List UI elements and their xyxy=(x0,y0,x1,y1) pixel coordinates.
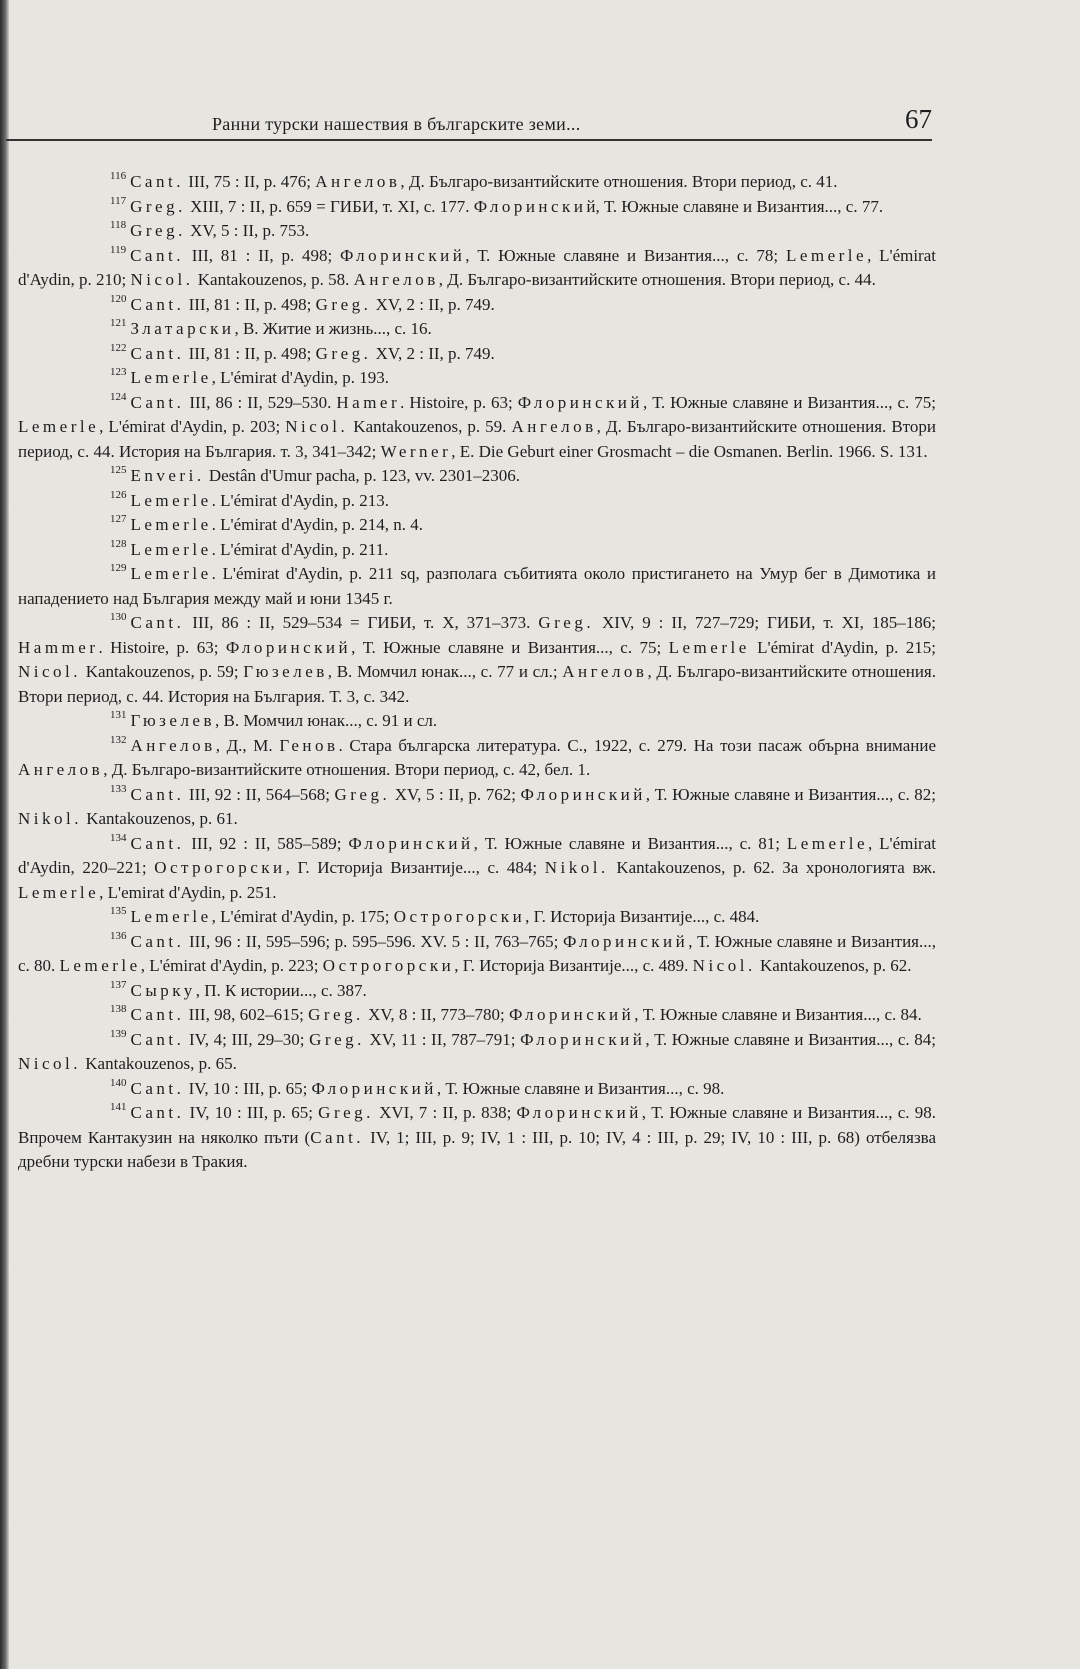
author-name: Флоринский xyxy=(562,931,689,951)
author-name: Златарски xyxy=(130,319,235,338)
footnote-text: Kantakouzenos, p. 65. xyxy=(81,1054,237,1073)
footnote-number: 137 xyxy=(110,978,127,991)
footnote-text: , Т. Южные славяне и Византия..., с. 78; xyxy=(465,245,786,265)
author-name: Cant. xyxy=(130,1078,185,1098)
footnote-number: 126 xyxy=(110,488,127,501)
author-name: Werner xyxy=(380,441,452,461)
author-name: Nikol. xyxy=(18,809,82,828)
footnote-text: . L'émirat d'Aydin, p. 211. xyxy=(211,539,389,559)
footnote-136 xyxy=(18,930,936,979)
footnote-text: , L'émirat d'Aydin, p. 193. xyxy=(211,368,390,387)
author-name: Nicol. xyxy=(285,417,349,436)
page-number: 67 xyxy=(905,104,932,134)
author-name: Cant. xyxy=(130,1005,185,1024)
footnote-text: III, 92 : II, 585–589; xyxy=(184,833,349,853)
footnote-text: XV, 5 : II, p. 762; xyxy=(390,784,521,804)
page-header xyxy=(212,104,932,144)
footnote-text: , Т. Южные славяне и Византия..., с. 80. xyxy=(18,931,936,975)
footnote-127 xyxy=(18,513,936,538)
footnote-text: , E. Die Geburt einer Grosmacht – die Osmanen. Berlin. 1966. S. 131. xyxy=(451,441,928,461)
footnote-text: , L'émirat d'Aydin, p. 175; xyxy=(211,907,394,926)
footnote-text: III, 98, 602–615; xyxy=(184,1005,309,1024)
footnote-128 xyxy=(18,538,936,563)
footnote-text: III, 86 : II, 529–534 = ГИБИ, т. X, 371–373. xyxy=(184,613,539,632)
footnote-text: IV, 10 : III, p. 65; xyxy=(184,1103,319,1122)
author-name: Lemerle xyxy=(18,417,100,436)
author-name: Lemerle xyxy=(668,637,750,657)
author-name: Lemerle xyxy=(130,539,212,559)
author-name: Флоринский xyxy=(340,245,466,265)
author-name: Флоринский xyxy=(508,1005,635,1024)
footnote-text: , L'émirat d'Aydin, p. 223; xyxy=(140,956,323,975)
author-name: Гюзелев xyxy=(243,662,328,681)
author-name: Флоринский xyxy=(520,1029,646,1049)
author-name: Cant. xyxy=(130,613,185,632)
footnote-text: , L'émirat d'Aydin, p. 210; xyxy=(18,245,936,289)
footnote-number: 140 xyxy=(110,1076,127,1089)
footnote-text: III, 75 : II, p. 476; xyxy=(183,172,316,191)
author-name: Cant. xyxy=(130,245,184,265)
footnote-text: . Histoire, p. 63; xyxy=(400,392,518,412)
footnote-number: 124 xyxy=(110,390,127,403)
footnote-126 xyxy=(18,489,936,514)
author-name: Greg. xyxy=(130,196,186,216)
author-name: Greg. xyxy=(308,1005,364,1024)
footnote-text: III, 96 : II, 595–596; p. 595–596. XV. 5 : II, 763–765; xyxy=(184,931,563,951)
footnote-text: IV, 1; III, p. 9; IV, 1 : III, p. 10; IV, 4 : III, p. 29; IV, 10 : III, p. 68) отбелязва дребни турски набези в Тракия. xyxy=(18,1127,937,1171)
author-name: Острогорски xyxy=(393,907,526,926)
author-name: Сырку xyxy=(130,980,196,1000)
author-name: Cant. xyxy=(310,1127,365,1147)
author-name: Lemerle xyxy=(130,564,212,583)
author-name: Ангелов xyxy=(353,270,439,289)
author-name: Флорински xyxy=(473,196,587,216)
footnote-text: , В. Момчил юнак..., с. 77 и сл.; xyxy=(327,662,563,681)
author-name: Nicol. xyxy=(130,270,194,289)
footnote-text: Destân d'Umur pacha, p. 123, vv. 2301–2306. xyxy=(204,466,521,485)
author-name: Острогорски xyxy=(322,956,455,975)
footnote-124 xyxy=(18,391,936,465)
footnote-number: 138 xyxy=(110,1003,127,1015)
footnote-text: Kantakouzenos, p. 59. xyxy=(348,417,512,436)
footnote-number: 125 xyxy=(110,464,127,476)
author-name: Cant. xyxy=(130,784,185,804)
footnote-text: , Д., М. xyxy=(215,735,280,755)
author-name: Greg. xyxy=(315,343,372,363)
footnote-text: , Т. Южные славяне и Византия..., с. 75; xyxy=(643,392,936,412)
footnote-138 xyxy=(18,1003,936,1028)
author-name: Флоринский xyxy=(225,637,352,657)
footnote-text: , Т. Южные славяне и Византия..., с. 84. xyxy=(634,1005,922,1024)
footnote-text: , Т. Южные славяне и Византия..., с. 75; xyxy=(351,637,669,657)
footnote-132 xyxy=(18,734,936,783)
footnote-text: , Г. Историја Византије..., с. 484. xyxy=(525,907,760,926)
footnote-text: XV, 11 : II, 787–791; xyxy=(364,1029,521,1049)
footnote-number: 119 xyxy=(110,243,127,256)
footnote-text: , Т. Южные славяне и Византия..., с. 98. xyxy=(436,1078,725,1098)
footnote-text: XV, 2 : II, p. 749. xyxy=(371,343,495,363)
footnote-text: . L'émirat d'Aydin, p. 213. xyxy=(211,490,390,510)
author-name: Ангелов xyxy=(511,417,597,436)
footnote-text: , L'émirat d'Aydin, 220–221; xyxy=(18,833,936,877)
footnote-130 xyxy=(18,611,936,709)
author-name: Nicol. xyxy=(18,1054,82,1073)
footnote-text: IV, 4; III, 29–30; xyxy=(184,1029,310,1049)
footnote-text: III, 92 : II, 564–568; xyxy=(184,784,335,804)
footnote-text: XIII, 7 : II, p. 659 = ГИБИ, т. XI, с. 177. xyxy=(185,196,474,216)
footnote-140 xyxy=(18,1077,936,1102)
author-name: Ангелов xyxy=(130,735,216,755)
author-name: Флоринский xyxy=(517,392,643,412)
footnote-number: 121 xyxy=(110,317,127,329)
footnote-120 xyxy=(18,293,936,318)
author-name: Nicol. xyxy=(18,662,82,681)
footnote-125 xyxy=(18,464,936,489)
footnote-text: L'émirat d'Aydin, p. 215; xyxy=(749,637,936,657)
author-name: Greg. xyxy=(130,221,186,240)
footnote-text: , L'émirat d'Aydin, p. 203; xyxy=(99,417,286,436)
footnote-number: 118 xyxy=(110,219,127,231)
footnote-text: , L'emirat d'Aydin, p. 251. xyxy=(99,882,277,902)
footnote-116 xyxy=(18,170,936,195)
footnote-text: , Д. Българо-византийските отношения. Втори период, с. 42, бел. 1. xyxy=(103,760,591,779)
footnote-text: , Д. Българо-византийските отношения. Втори период, с. 44. История на България. Т. 3, с. 342. xyxy=(18,662,936,706)
author-name: Cant. xyxy=(130,1029,185,1049)
footnote-text: . L'émirat d'Aydin, p. 214, n. 4. xyxy=(211,515,424,534)
author-name: Lemerle xyxy=(130,368,212,387)
author-name: Cant. xyxy=(130,833,185,853)
footnote-text: Kantakouzenos, p. 62. xyxy=(755,956,912,975)
author-name: Greg. xyxy=(334,784,391,804)
footnote-text: , Г. Историја Византије..., с. 484; xyxy=(285,858,545,877)
footnote-text: XV, 2 : II, p. 749. xyxy=(371,294,495,314)
footnote-129 xyxy=(18,562,936,611)
author-name: Гюзелев xyxy=(130,711,215,730)
footnote-text: Kantakouzenos, p. 59; xyxy=(81,662,244,681)
footnote-text: , Т. Южные славяне и Византия..., с. 81; xyxy=(473,833,787,853)
footnote-text: , П. К истории..., с. 387. xyxy=(195,980,367,1000)
author-name: Greg. xyxy=(315,294,372,314)
footnote-text: Kantakouzenos, p. 58. xyxy=(193,270,354,289)
footnote-text: . Histoire, p. 63; xyxy=(98,637,226,657)
footnote-number: 120 xyxy=(110,292,127,305)
author-name: Cant. xyxy=(130,931,185,951)
author-name: Флоринский xyxy=(348,833,474,853)
author-name: Ангелов xyxy=(18,760,104,779)
footnote-text: XIV, 9 : II, 727–729; ГИБИ, т. XI, 185–186; xyxy=(594,613,936,632)
author-name: Lemerle xyxy=(785,245,868,265)
footnote-137 xyxy=(18,979,936,1004)
footnote-text: XV, 8 : II, 773–780; xyxy=(363,1005,509,1024)
footnote-number: 139 xyxy=(110,1027,127,1040)
author-name: Флоринский xyxy=(311,1078,437,1098)
footnote-text: й, Т. Южные славяне и Византия..., с. 77. xyxy=(586,196,884,216)
footnote-number: 131 xyxy=(110,709,127,721)
footnote-number: 117 xyxy=(110,194,127,207)
footnote-139 xyxy=(18,1028,936,1077)
author-name: Lemerle xyxy=(59,956,141,975)
footnote-text: III, 86 : II, 529–530. xyxy=(184,392,337,412)
footnote-117 xyxy=(18,195,936,220)
author-name: Greg. xyxy=(318,1103,374,1122)
running-title: Ранни турски нашествия в българските земи... xyxy=(212,114,581,134)
author-name: Lemerle xyxy=(18,882,100,902)
footnote-123 xyxy=(18,366,936,391)
footnote-number: 129 xyxy=(110,562,127,574)
author-name: Флоринский xyxy=(516,1103,642,1122)
footnote-number: 135 xyxy=(110,905,127,917)
footnote-text: , Д. Българо-византийските отношения. Втори период, с. 44. История на България. т. 3, 341–342; xyxy=(18,417,936,461)
footnote-text: . L'émirat d'Aydin, p. 211 sq, разполага събитията около пристигането на Умур бег в Димотика и нападението над България между май и юни 1345 г. xyxy=(18,564,936,608)
footnote-number: 141 xyxy=(110,1101,127,1113)
footnote-number: 127 xyxy=(110,513,127,525)
author-name: Cant. xyxy=(130,392,185,412)
footnote-text: . Стара българска литература. С., 1922, с. 279. На този пасаж обърна внимание xyxy=(338,735,936,755)
footnote-number: 116 xyxy=(110,170,127,182)
author-name: Lemerle xyxy=(130,907,212,926)
author-name: Cant. xyxy=(130,1103,185,1122)
footnote-122 xyxy=(18,342,936,367)
footnote-text: Kantakouzenos, p. 62. За хронологията вж. xyxy=(608,858,936,877)
author-name: Острогорски xyxy=(154,858,286,877)
footnote-text: , В. Житие и жизнь..., с. 16. xyxy=(234,319,432,338)
author-name: Enveri. xyxy=(130,466,205,485)
author-name: Nikol. xyxy=(544,858,609,877)
footnote-text: , Г. Историја Византије..., с. 489. xyxy=(454,956,693,975)
author-name: Nicol. xyxy=(692,956,756,975)
footnote-number: 122 xyxy=(110,341,127,354)
footnote-text: Kantakouzenos, p. 61. xyxy=(81,809,238,828)
author-name: Cant. xyxy=(130,343,185,363)
author-name: Hammer xyxy=(18,637,99,657)
author-name: Greg. xyxy=(538,613,595,632)
footnote-text: III, 81 : II, p. 498; xyxy=(184,343,316,363)
footnote-118 xyxy=(18,219,936,244)
author-name: Генов xyxy=(279,735,339,755)
footnote-133 xyxy=(18,783,936,832)
footnote-121 xyxy=(18,317,936,342)
author-name: Lemerle xyxy=(786,833,868,853)
footnote-text: XV, 5 : II, p. 753. xyxy=(185,221,310,240)
footnote-text: , Т. Южные славяне и Византия..., с. 82; xyxy=(645,784,936,804)
header-rule xyxy=(6,139,932,141)
footnote-text: XVI, 7 : II, p. 838; xyxy=(373,1103,517,1122)
footnote-text: IV, 10 : III, p. 65; xyxy=(184,1078,312,1098)
footnote-text: , Д. Българо-византийските отношения. Втори период, с. 41. xyxy=(400,172,838,191)
author-name: Ангелов xyxy=(562,662,648,681)
author-name: Cant. xyxy=(130,294,185,314)
footnote-number: 136 xyxy=(110,929,127,942)
footnote-text: , Т. Южные славяне и Византия..., с. 84; xyxy=(645,1029,936,1049)
footnote-text: , В. Момчил юнак..., с. 91 и сл. xyxy=(215,711,438,730)
author-name: Greg. xyxy=(309,1029,365,1049)
footnote-text: , Д. Българо-византийските отношения. Втори период, с. 44. xyxy=(438,270,876,289)
footnote-number: 128 xyxy=(110,537,127,550)
footnote-number: 123 xyxy=(110,366,127,378)
footnote-number: 133 xyxy=(110,782,127,795)
footnote-number: 132 xyxy=(110,733,127,746)
footnote-131 xyxy=(18,709,936,734)
footnote-text: III, 81 : II, p. 498; xyxy=(183,245,341,265)
footnote-135 xyxy=(18,905,936,930)
author-name: Cant. xyxy=(130,172,184,191)
footnote-text: III, 81 : II, p. 498; xyxy=(184,294,316,314)
author-name: Lemerle xyxy=(130,515,212,534)
author-name: Lemerle xyxy=(130,490,212,510)
footnote-number: 134 xyxy=(110,831,127,844)
footnote-text: , Т. Южные славяне и Византия..., с. 98. Впрочем Кантакузин на няколко пъти ( xyxy=(18,1103,936,1147)
author-name: Hamer xyxy=(336,392,401,412)
author-name: Ангелов xyxy=(315,172,401,191)
footnote-number: 130 xyxy=(110,611,127,623)
footnote-134 xyxy=(18,832,936,906)
footnote-119 xyxy=(18,244,936,293)
footnotes xyxy=(18,170,936,1175)
author-name: Флоринский xyxy=(520,784,646,804)
footnote-141 xyxy=(18,1101,936,1175)
book-spine-shadow xyxy=(0,0,9,1669)
